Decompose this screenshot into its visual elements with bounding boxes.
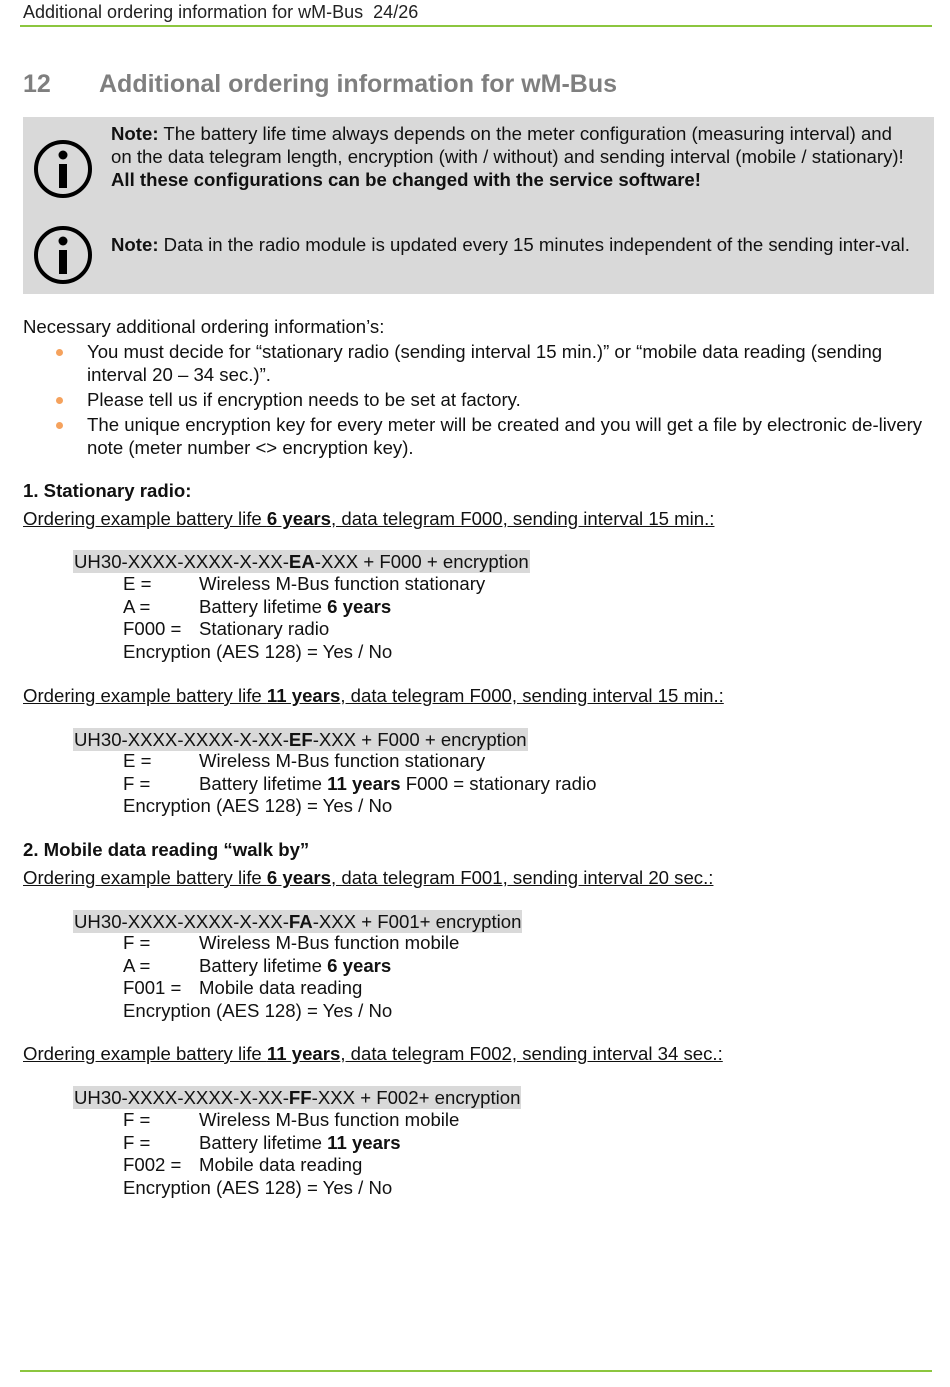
- note-box: [23, 117, 934, 294]
- mobile-example-1-line: Ordering example battery life 6 years, data telegram F001, sending interval 20 sec.:: [23, 867, 714, 888]
- section-title: Additional ordering information for wM-Bus: [99, 70, 618, 98]
- header-page-number: 24/26: [373, 2, 419, 22]
- page-header: [23, 2, 933, 23]
- header-title: Additional ordering information for wM-Bus: [23, 2, 364, 22]
- def-row: Encryption (AES 128) = Yes / No: [123, 999, 393, 1021]
- mobile-example-2-line: Ordering example battery life 11 years, data telegram F002, sending interval 34 sec.:: [23, 1043, 723, 1064]
- def-row: Encryption (AES 128) = Yes / No: [123, 1176, 393, 1198]
- mobile-example-1-code: UH30-XXXX-XXXX-X-XX-FA-XXX + F001+ encryption: [74, 911, 522, 932]
- stationary-example-1-defs: [123, 573, 485, 663]
- mobile-example-2-code: UH30-XXXX-XXXX-X-XX-FF-XXX + F002+ encryption: [74, 1087, 521, 1108]
- footer-rule: [20, 1370, 932, 1372]
- stationary-example-2-code: UH30-XXXX-XXXX-X-XX-EF-XXX + F000 + encryption: [74, 729, 527, 750]
- header-rule: [20, 25, 932, 27]
- def-row: F = Wireless M-Bus function mobile: [123, 932, 460, 953]
- bullet-dot-icon: [56, 422, 63, 429]
- info-icon: [33, 225, 93, 285]
- list-item: Please tell us if encryption needs to be set at factory.: [23, 388, 928, 411]
- def-row: E = Wireless M-Bus function stationary: [123, 750, 486, 771]
- note-2: [111, 233, 916, 256]
- bullet-dot-icon: [56, 397, 63, 404]
- intro-text: Necessary additional ordering information’s:: [23, 316, 385, 337]
- note-2-label: Note:: [111, 234, 159, 255]
- list-item: You must decide for “stationary radio (sending interval 15 min.)” or “mobile data reading (sending interval 20 – 34 sec.)”.: [23, 340, 928, 386]
- mobile-heading: 2. Mobile data reading “walk by”: [23, 839, 310, 860]
- stationary-example-1-line: Ordering example battery life 6 years, data telegram F000, sending interval 15 min.:: [23, 508, 715, 529]
- stationary-example-2-defs: [123, 750, 596, 818]
- stationary-example-1-code: UH30-XXXX-XXXX-X-XX-EA-XXX + F000 + encryption: [74, 551, 529, 572]
- def-row: Encryption (AES 128) = Yes / No: [123, 795, 393, 817]
- bullet-dot-icon: [56, 349, 63, 356]
- bullet-list: [23, 340, 928, 461]
- mobile-example-2-defs: [123, 1109, 459, 1199]
- def-row: F = Battery lifetime 11 years F000 = stationary radio: [123, 772, 597, 794]
- note-1-bold: All these configurations can be changed with the service software!: [111, 169, 701, 190]
- def-row: F = Battery lifetime 11 years: [123, 1131, 401, 1153]
- def-row: A = Battery lifetime 6 years: [123, 595, 392, 617]
- def-row: F = Wireless M-Bus function mobile: [123, 1109, 460, 1130]
- section-number: 12: [23, 70, 51, 98]
- def-row: F001 = Mobile data reading: [123, 977, 363, 999]
- def-row: E = Wireless M-Bus function stationary: [123, 573, 486, 594]
- note-2-text: Data in the radio module is updated every 15 minutes independent of the sending inter-val.: [158, 234, 910, 255]
- stationary-heading: 1. Stationary radio:: [23, 480, 192, 501]
- stationary-example-2-line: Ordering example battery life 11 years, data telegram F000, sending interval 15 min.:: [23, 685, 724, 706]
- def-row: F002 = Mobile data reading: [123, 1154, 363, 1176]
- list-item: The unique encryption key for every meter will be created and you will get a file by electronic de-livery note (meter number <> encryption key).: [23, 413, 928, 459]
- mobile-example-1-defs: [123, 932, 459, 1022]
- def-row: F000 = Stationary radio: [123, 618, 330, 640]
- info-icon: [33, 139, 93, 199]
- section-heading: [23, 70, 617, 99]
- note-1-text: The battery life time always depends on the meter configuration (measuring interval) and on the data telegram length, encryption (with / without) and sending interval (mobile / stationary)!: [111, 123, 904, 167]
- note-1-label: Note:: [111, 123, 159, 144]
- def-row: A = Battery lifetime 6 years: [123, 954, 392, 976]
- def-row: Encryption (AES 128) = Yes / No: [123, 640, 393, 662]
- note-1: [111, 122, 916, 191]
